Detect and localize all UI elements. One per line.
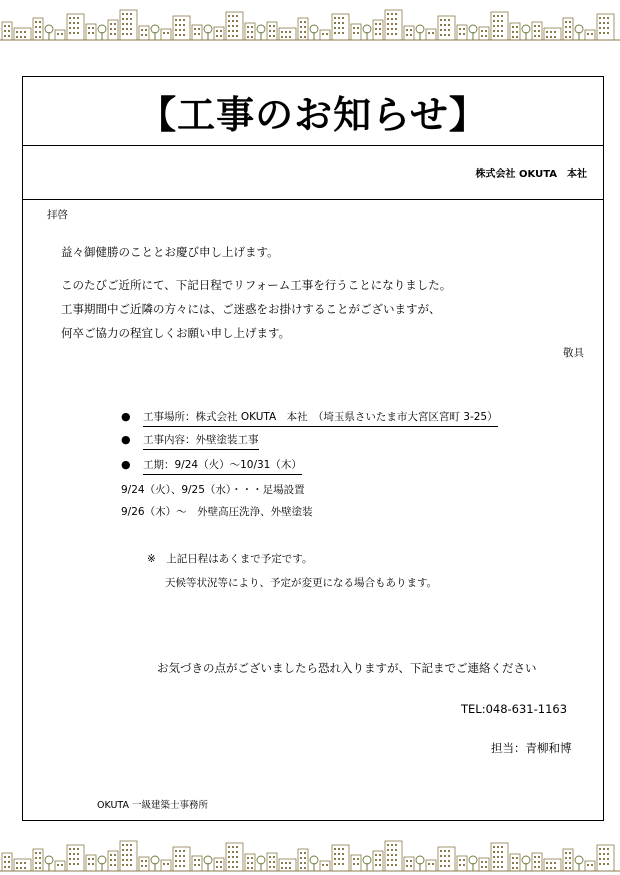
- greeting-open: 拝啓: [47, 209, 68, 221]
- note-line: 天候等状況等により、予定が変更になる場合もあります。: [165, 577, 438, 589]
- bullet-icon: ●: [121, 433, 131, 446]
- contact-person: 担当：青柳和博: [491, 741, 572, 755]
- townscape-border-bottom: [0, 831, 620, 875]
- bullet-icon: ●: [121, 410, 131, 423]
- company-name: 株式会社 OKUTA 本社: [475, 169, 587, 180]
- detail-content: 工事内容：外壁塗装工事: [143, 432, 259, 450]
- body-line: このたびご近所にて、下記日程でリフォーム工事を行うことになりました。: [61, 278, 452, 292]
- detail-location: 工事場所：株式会社 OKUTA 本社 （埼玉県さいたま市大宮区宮町 3-25）: [143, 409, 498, 427]
- detail-period: 工期：9/24（火）～10/31（木）: [143, 457, 302, 475]
- bullet-icon: ●: [121, 458, 131, 471]
- body-line: 何卒ご協力の程宜しくお願い申し上げます。: [61, 326, 291, 340]
- greeting-close: 敬具: [563, 347, 584, 359]
- townscape-border-top: [0, 0, 620, 44]
- company-row: [23, 145, 603, 200]
- intro-paragraph: 益々御健勝のこととお慶び申し上げます。: [61, 245, 279, 259]
- body-line: 工事期間中ご近隣の方々には、ご迷惑をお掛けすることがございますが、: [61, 302, 441, 316]
- title-row: [23, 77, 603, 146]
- contact-request: お気づきの点がございましたら恐れ入りますが、下記までご連絡ください: [157, 661, 537, 675]
- schedule-line: 9/26（木）～ 外壁高圧洗浄、外壁塗装: [121, 506, 313, 518]
- note-line: ※ 上記日程はあくまで予定です。: [147, 553, 313, 565]
- schedule-line: 9/24（火）、9/25（水）・・・足場設置: [121, 484, 305, 496]
- notice-sheet: [22, 76, 604, 821]
- page-title: 【工事のお知らせ】: [138, 92, 488, 137]
- telephone-number: TEL:048-631-1163: [461, 702, 568, 716]
- office-footer: OKUTA 一級建築士事務所: [97, 800, 208, 811]
